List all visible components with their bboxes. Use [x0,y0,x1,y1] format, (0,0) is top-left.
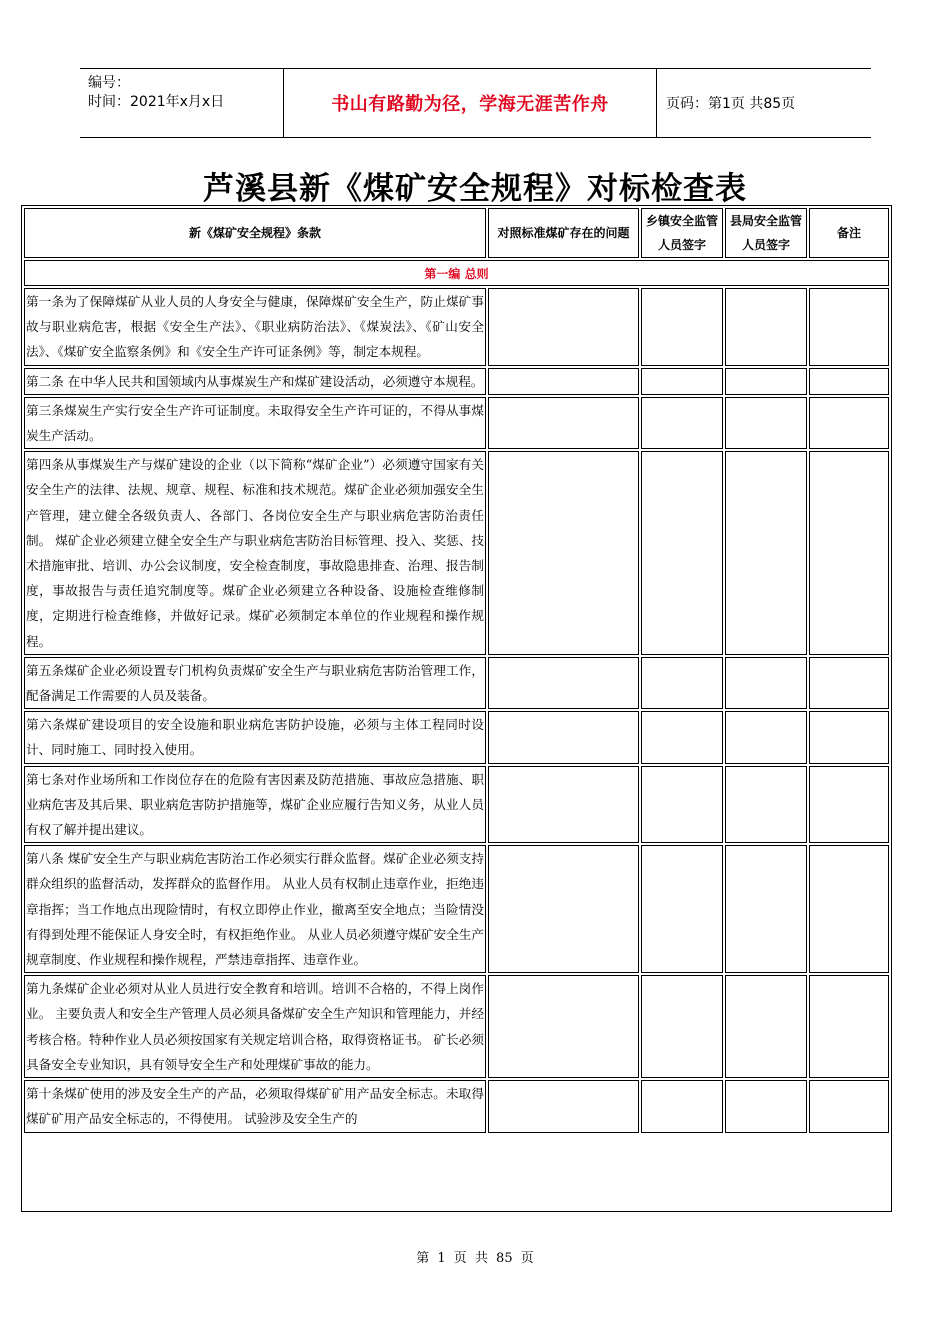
table-row [24,711,889,763]
problem-cell[interactable] [488,451,639,655]
col-header-remarks: 备注 [809,208,889,258]
table-header-row [24,208,889,258]
table-row [24,368,889,395]
county-signature-cell[interactable] [725,975,807,1078]
remarks-cell[interactable] [809,368,889,395]
problem-cell[interactable] [488,288,639,366]
remarks-cell[interactable] [809,845,889,973]
remarks-cell[interactable] [809,451,889,655]
header-motto: 书山有路勤为径，学海无涯苦作舟 [331,94,609,115]
township-signature-cell[interactable] [641,657,723,709]
document-time-label: 时间：2021年x月x日 [88,94,225,110]
table-row [24,657,889,709]
header-page-info: 页码：第1页 共85页 [666,96,796,112]
clause-text: 第二条 在中华人民共和国领域内从事煤炭生产和煤矿建设活动，必须遵守本规程。 [24,368,486,395]
township-signature-cell[interactable] [641,711,723,763]
col-header-problems: 对照标准煤矿存在的问题 [488,208,639,258]
remarks-cell[interactable] [809,711,889,763]
township-signature-cell[interactable] [641,766,723,844]
clause-text: 第一条为了保障煤矿从业人员的人身安全与健康，保障煤矿安全生产，防止煤矿事故与职业病危害，根据《安全生产法》、《职业病防治法》、《煤炭法》、《矿山安全法》、《煤矿安全监察条例》和《安全生产许可证条例》等，制定本规程。 [24,288,486,366]
problem-cell[interactable] [488,1080,639,1132]
problem-cell[interactable] [488,845,639,973]
clause-text: 第五条煤矿企业必须设置专门机构负责煤矿安全生产与职业病危害防治管理工作，配备满足工作需要的人员及装备。 [24,657,486,709]
remarks-cell[interactable] [809,657,889,709]
county-signature-cell[interactable] [725,845,807,973]
problem-cell[interactable] [488,766,639,844]
county-signature-cell[interactable] [725,451,807,655]
header-meta-cell [80,69,283,137]
table-row [24,766,889,844]
remarks-cell[interactable] [809,766,889,844]
table-row [24,1080,889,1132]
col-header-township-signature: 乡镇安全监管人员签字 [641,208,723,258]
county-signature-cell[interactable] [725,288,807,366]
clause-text: 第三条煤炭生产实行安全生产许可证制度。未取得安全生产许可证的，不得从事煤炭生产活动。 [24,397,486,449]
clause-text: 第七条对作业场所和工作岗位存在的危险有害因素及防范措施、事故应急措施、职业病危害及其后果、职业病危害防护措施等，煤矿企业应履行告知义务，从业人员有权了解并提出建议。 [24,766,486,844]
township-signature-cell[interactable] [641,288,723,366]
remarks-cell[interactable] [809,975,889,1078]
problem-cell[interactable] [488,657,639,709]
county-signature-cell[interactable] [725,1080,807,1132]
remarks-cell[interactable] [809,397,889,449]
county-signature-cell[interactable] [725,766,807,844]
township-signature-cell[interactable] [641,368,723,395]
township-signature-cell[interactable] [641,451,723,655]
clause-text: 第四条从事煤炭生产与煤矿建设的企业（以下简称“煤矿企业”）必须遵守国家有关安全生产的法律、法规、规章、规程、标准和技术规范。煤矿企业必须加强安全生产管理，建立健全各级负责人、各部门、各岗位安全生产与职业病危害防治责任制。 煤矿企业必须建立健全安全生产与职业病危害防治目标管理、投入、奖惩、技术措施审批、培训、办公会议制度，安全检查制度，事故隐患排查、治理、报告制度，事故报告与责任追究制度等。煤矿企业必须建立各种设备、设施检查维修制度，定期进行检查维修，并做好记录。煤矿必须制定本单位的作业规程和操作规程。 [24,451,486,655]
problem-cell[interactable] [488,397,639,449]
table-row [24,845,889,973]
clause-text: 第十条煤矿使用的涉及安全生产的产品，必须取得煤矿矿用产品安全标志。未取得煤矿矿用产品安全标志的，不得使用。 试验涉及安全生产的 [24,1080,486,1132]
col-header-county-signature: 县局安全监管人员签字 [725,208,807,258]
table-row [24,975,889,1078]
problem-cell[interactable] [488,711,639,763]
township-signature-cell[interactable] [641,1080,723,1132]
county-signature-cell[interactable] [725,711,807,763]
township-signature-cell[interactable] [641,975,723,1078]
page-title: 芦溪县新《煤矿安全规程》对标检查表 [203,171,747,207]
checklist-table [22,206,891,1135]
page-footer: 第 1 页 共 85 页 [416,1251,534,1266]
problem-cell[interactable] [488,368,639,395]
header-page-cell [656,69,871,137]
clause-text: 第九条煤矿企业必须对从业人员进行安全教育和培训。培训不合格的，不得上岗作业。 主要负责人和安全生产管理人员必须具备煤矿安全生产知识和管理能力，并经考核合格。特种作业人员必须按国家有关规定培训合格，取得资格证书。 矿长必须具备安全专业知识，具有领导安全生产和处理煤矿事故的能力。 [24,975,486,1078]
checklist-table-frame [21,205,892,1212]
county-signature-cell[interactable] [725,657,807,709]
remarks-cell[interactable] [809,1080,889,1132]
document-header [80,68,871,138]
remarks-cell[interactable] [809,288,889,366]
clause-text: 第八条 煤矿安全生产与职业病危害防治工作必须实行群众监督。煤矿企业必须支持群众组织的监督活动，发挥群众的监督作用。 从业人员有权制止违章作业，拒绝违章指挥；当工作地点出现险情时，有权立即停止作业，撤离至安全地点；当险情没有得到处理不能保证人身安全时，有权拒绝作业。 从业人员必须遵守煤矿安全生产规章制度、作业规程和操作规程，严禁违章指挥、违章作业。 [24,845,486,973]
table-row [24,397,889,449]
header-motto-cell [283,69,657,137]
county-signature-cell[interactable] [725,368,807,395]
problem-cell[interactable] [488,975,639,1078]
county-signature-cell[interactable] [725,397,807,449]
clause-text: 第六条煤矿建设项目的安全设施和职业病危害防护设施，必须与主体工程同时设计、同时施工、同时投入使用。 [24,711,486,763]
table-row [24,451,889,655]
section-row [24,260,889,286]
township-signature-cell[interactable] [641,397,723,449]
table-row [24,288,889,366]
section-title: 第一编 总则 [24,260,889,286]
document-number-label: 编号： [88,75,130,91]
township-signature-cell[interactable] [641,845,723,973]
col-header-clause: 新《煤矿安全规程》条款 [24,208,486,258]
